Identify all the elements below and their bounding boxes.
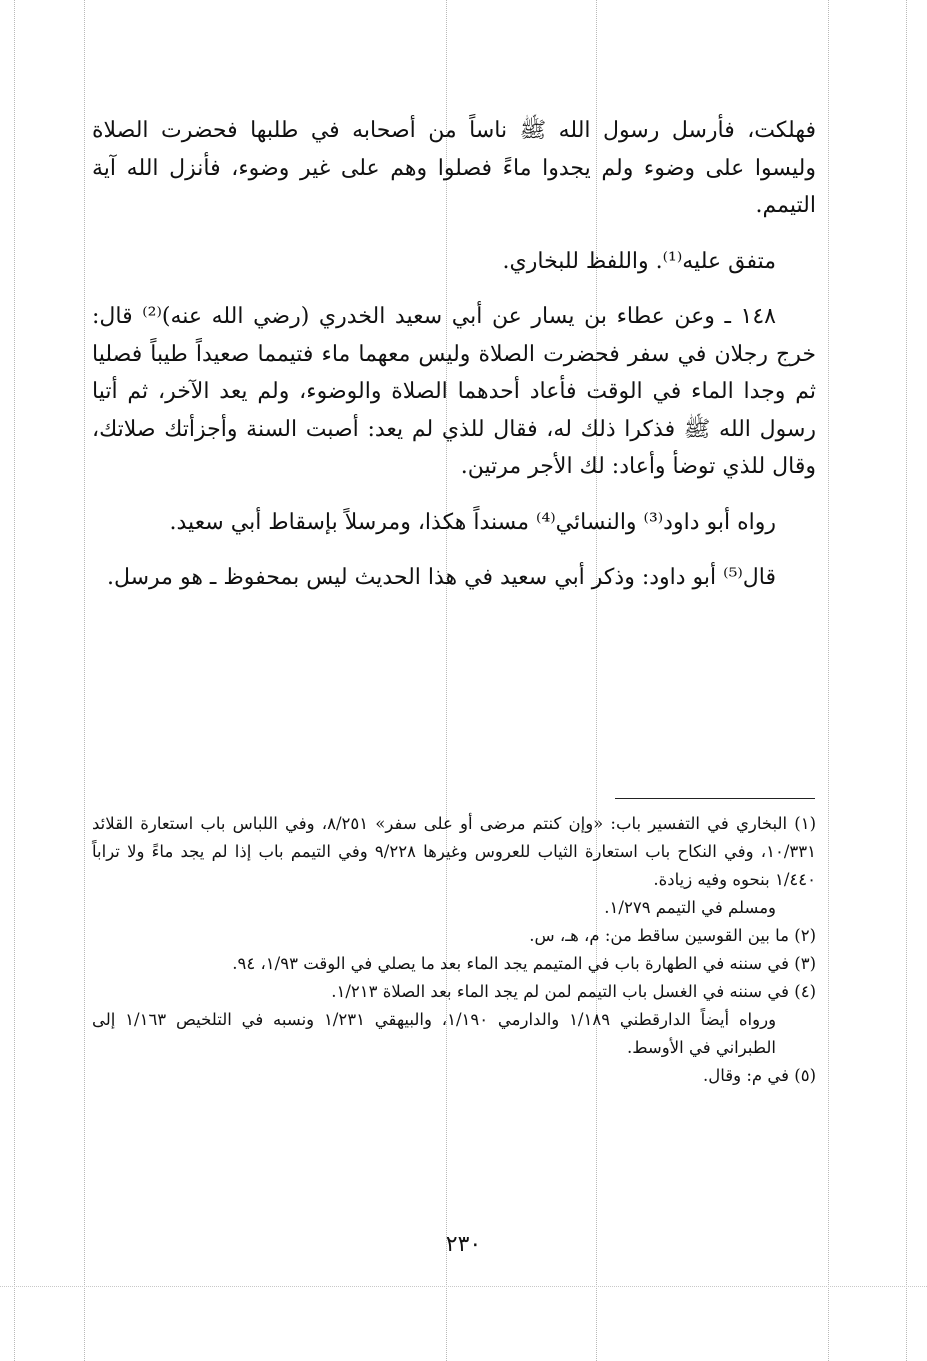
footnote-5: (٥) في م: وقال. (702, 1066, 816, 1085)
footnote-3: (٣) في سننه في الطهارة باب في المتيمم يجد الماء بعد ما يصلي في الوقت ١/٩٣، ٩٤. (232, 954, 816, 973)
scan-guide-line (84, 0, 85, 1361)
paragraph-narration: رواه أبو داود⁽³⁾ والنسائي⁽⁴⁾ مسنداً هكذا، ومرسلاً بإسقاط أبي سعيد. (169, 509, 776, 535)
footnotes (92, 810, 816, 1090)
footnote-2: (٢) ما بين القوسين ساقط من: م، هـ، س. (529, 926, 816, 945)
footnote-1: (١) البخاري في التفسير باب: «وإن كنتم مرضى أو على سفر» ٨/٢٥١، وفي اللباس باب استعارة القلائد ١٠/٣٣١، وفي النكاح باب استعارة الثياب للعروس وغيرها ٩/٢٢٨ وفي التيمم باب إذا لم يجد ماءً ولا تراباً ١/٤٤٠ بنحوه وفيه زيادة. (92, 814, 817, 889)
paragraph-hadith-end: فهلكت، فأرسل رسول الله ﷺ ناساً من أصحابه في طلبها فحضرت الصلاة وليسوا على وضوء ولم يجدوا ماءً فصلوا وهم على غير وضوء، فأنزل الله آية التيمم. (92, 118, 816, 218)
footnote-4: (٤) في سننه في الغسل باب التيمم لمن لم يجد الماء بعد الصلاة ١/٢١٣. (331, 982, 816, 1001)
footnote-4-continued: ورواه أيضاً الدارقطني ١/١٨٩ والدارمي ١/١٩٠، والبيهقي ١/٢٣١ ونسبه في التلخيص ١/١٦٣ إلى الطبراني في الأوسط. (92, 1010, 777, 1057)
main-text (92, 112, 816, 597)
scan-guide-line (14, 0, 15, 1361)
paragraph-attribution: متفق عليه⁽¹⁾. واللفظ للبخاري. (502, 248, 776, 274)
scan-guide-line (906, 0, 907, 1361)
scan-guide-line (0, 1286, 927, 1287)
paragraph-abu-dawud: قال⁽⁵⁾ أبو داود: وذكر أبي سعيد في هذا الحديث ليس بمحفوظ ـ هو مرسل. (106, 565, 776, 590)
page-number: ٢٣٠ (445, 1232, 482, 1257)
footnote-1-continued: ومسلم في التيمم ١/٢٧٩. (604, 898, 776, 917)
paragraph-hadith-148: ١٤٨ ـ وعن عطاء بن يسار عن أبي سعيد الخدري (رضي الله عنه)⁽²⁾ قال: خرج رجلان في سفر فحضرت الصلاة وليس معهما ماء فتيمما صعيداً طيباً فصليا ثم وجدا الماء في الوقت فأعاد أحدهما الصلاة والوضوء، ولم يعد الآخر، ثم أتيا رسول الله ﷺ فذكرا ذلك له، فقال للذي لم يعد: أصبت السنة وأجزأتك صلاتك، وقال للذي توضأ وأعاد: لك الأجر مرتين. (92, 304, 816, 479)
scan-guide-line (828, 0, 829, 1361)
